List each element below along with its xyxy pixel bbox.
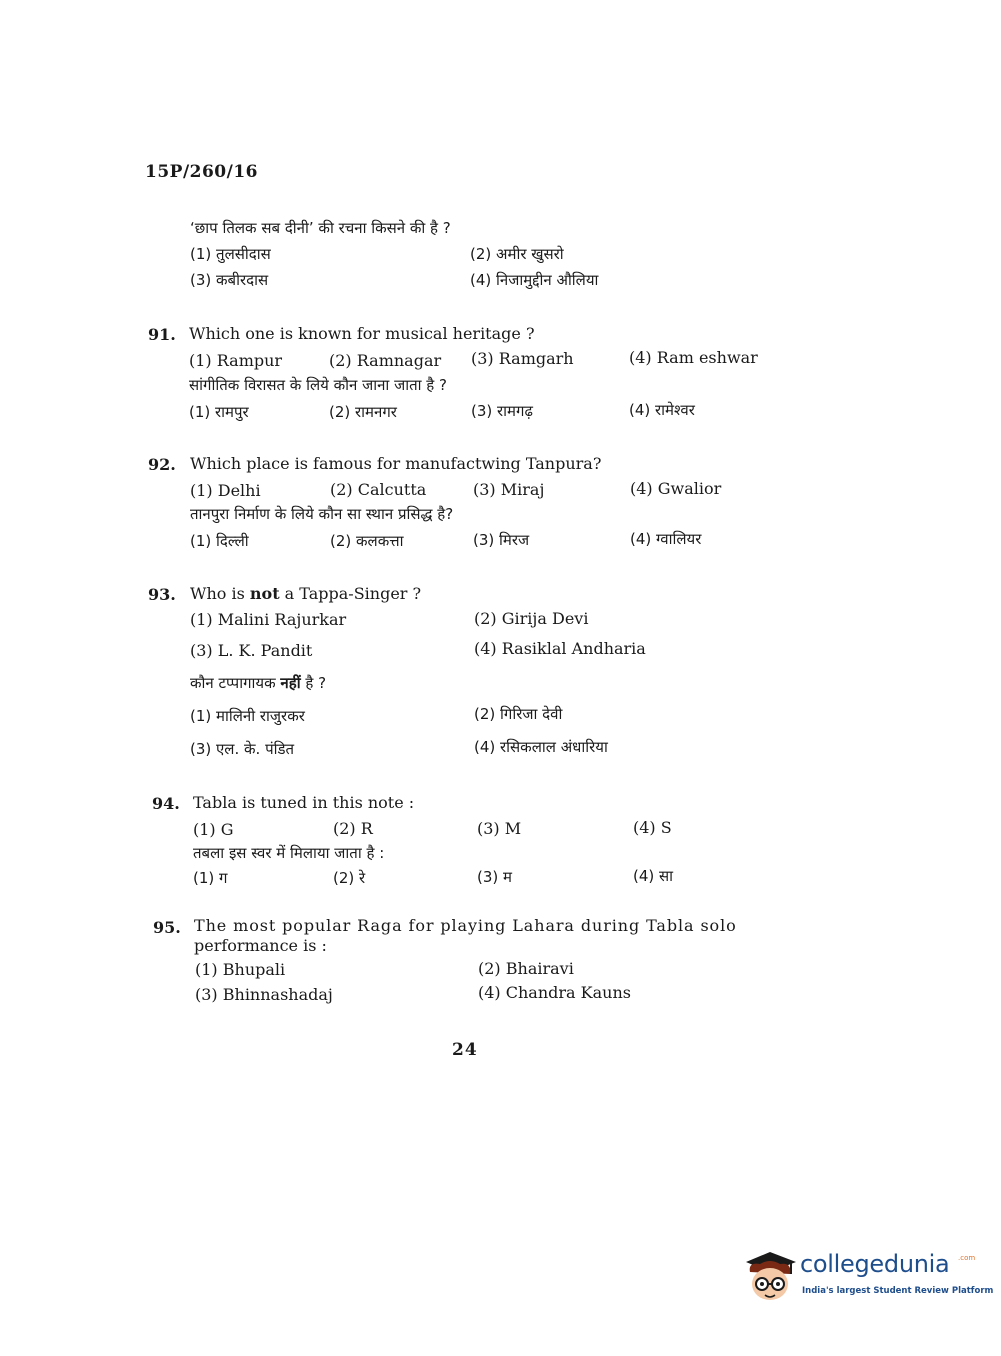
q92-option-en-2: (2) Calcutta — [330, 480, 427, 499]
q92-hindi-text: तानपुरा निर्माण के लिये कौन सा स्थान प्रसिद्ध है? — [190, 505, 454, 523]
q93-hindi-bold: नहीं — [280, 674, 301, 692]
q90-hindi-text: ‘छाप तिलक सब दीनी’ की रचना किसने की है ? — [190, 219, 451, 237]
q91-option-hi-4: (4) रामेश्वर — [629, 401, 695, 419]
q95-english-line-1: The most popular Raga for playing Lahara during Tabla solo — [194, 916, 737, 935]
q91-option-en-4: (4) Ram eshwar — [629, 348, 758, 367]
q93-option-en-3: (3) L. K. Pandit — [190, 641, 313, 660]
q90-option-1: (1) तुलसीदास — [190, 245, 271, 263]
page-number: 24 — [452, 1040, 478, 1060]
mascot-icon — [740, 1244, 800, 1308]
q91-english-text: Which one is known for musical heritage ? — [189, 324, 535, 343]
logo-wordmark: collegedunia — [800, 1250, 950, 1278]
q95-option-en-3: (3) Bhinnashadaj — [195, 985, 333, 1004]
q91-option-en-1: (1) Rampur — [189, 351, 283, 370]
q93-option-en-4: (4) Rasiklal Andharia — [474, 639, 646, 658]
logo-tagline: India's largest Student Review Platform — [802, 1286, 994, 1296]
paper-code: 15P/260/16 — [145, 162, 259, 182]
q93-text-bold: not — [249, 584, 280, 603]
q94-option-hi-1: (1) ग — [193, 869, 228, 887]
q92-number: 92. — [148, 455, 176, 474]
q94-option-hi-3: (3) म — [477, 868, 512, 886]
q92-option-hi-1: (1) दिल्ली — [190, 532, 249, 550]
q94-option-en-3: (3) M — [477, 819, 522, 838]
q93-option-hi-3: (3) एल. के. पंडित — [190, 740, 295, 758]
q95-number: 95. — [153, 918, 181, 937]
q93-english-text — [190, 584, 421, 603]
q95-option-en-4: (4) Chandra Kauns — [478, 983, 631, 1002]
q91-hindi-text: सांगीतिक विरासत के लिये कौन जाना जाता है ? — [189, 376, 447, 394]
q92-option-en-1: (1) Delhi — [190, 481, 261, 500]
q94-option-hi-4: (4) सा — [633, 867, 674, 885]
logo-suffix: .com — [958, 1254, 976, 1262]
q93-option-en-1: (1) Malini Rajurkar — [190, 610, 347, 629]
q94-option-hi-2: (2) रे — [333, 869, 366, 887]
q91-option-hi-1: (1) रामपुर — [189, 403, 249, 421]
q93-option-hi-1: (1) मालिनी राजुरकर — [190, 707, 305, 725]
q91-option-en-3: (3) Ramgarh — [471, 349, 574, 368]
q92-option-en-4: (4) Gwalior — [630, 479, 722, 498]
q91-option-hi-3: (3) रामगढ़ — [471, 402, 533, 420]
q95-english-line-2: performance is : — [194, 936, 327, 955]
q94-english-text: Tabla is tuned in this note : — [193, 793, 415, 812]
q90-option-3: (3) कबीरदास — [190, 271, 269, 289]
q93-hindi-text — [190, 673, 326, 693]
q94-option-en-1: (1) G — [193, 820, 234, 839]
q93-option-hi-4: (4) रसिकलाल अंधारिया — [474, 738, 608, 756]
q91-option-en-2: (2) Ramnagar — [329, 351, 442, 370]
q95-option-en-2: (2) Bhairavi — [478, 959, 574, 978]
q93-hindi-post: है ? — [300, 674, 327, 692]
q93-text-post: a Tappa-Singer ? — [279, 584, 422, 603]
q94-number: 94. — [152, 794, 180, 813]
q91-number: 91. — [148, 325, 176, 344]
q92-option-hi-3: (3) मिरज — [473, 531, 530, 549]
q94-hindi-text: तबला इस स्वर में मिलाया जाता है : — [193, 844, 385, 862]
q93-hindi-pre: कौन टप्पागायक — [190, 674, 281, 692]
q93-option-hi-2: (2) गिरिजा देवी — [474, 705, 563, 723]
q92-option-hi-4: (4) ग्वालियर — [630, 530, 702, 548]
q94-option-en-2: (2) R — [333, 819, 373, 838]
q92-option-hi-2: (2) कलकत्ता — [330, 532, 404, 550]
q90-option-2: (2) अमीर खुसरो — [470, 245, 564, 263]
q92-english-text: Which place is famous for manufactwing Tanpura? — [190, 454, 602, 473]
q93-text-pre: Who is — [190, 584, 250, 603]
q93-number: 93. — [148, 585, 176, 604]
q94-option-en-4: (4) S — [633, 818, 672, 837]
q95-option-en-1: (1) Bhupali — [195, 960, 286, 979]
collegedunia-logo — [740, 1244, 994, 1318]
q91-option-hi-2: (2) रामनगर — [329, 403, 397, 421]
q93-option-en-2: (2) Girija Devi — [474, 609, 589, 628]
q90-option-4: (4) निजामुद्दीन औलिया — [470, 271, 599, 289]
q92-option-en-3: (3) Miraj — [473, 480, 545, 499]
